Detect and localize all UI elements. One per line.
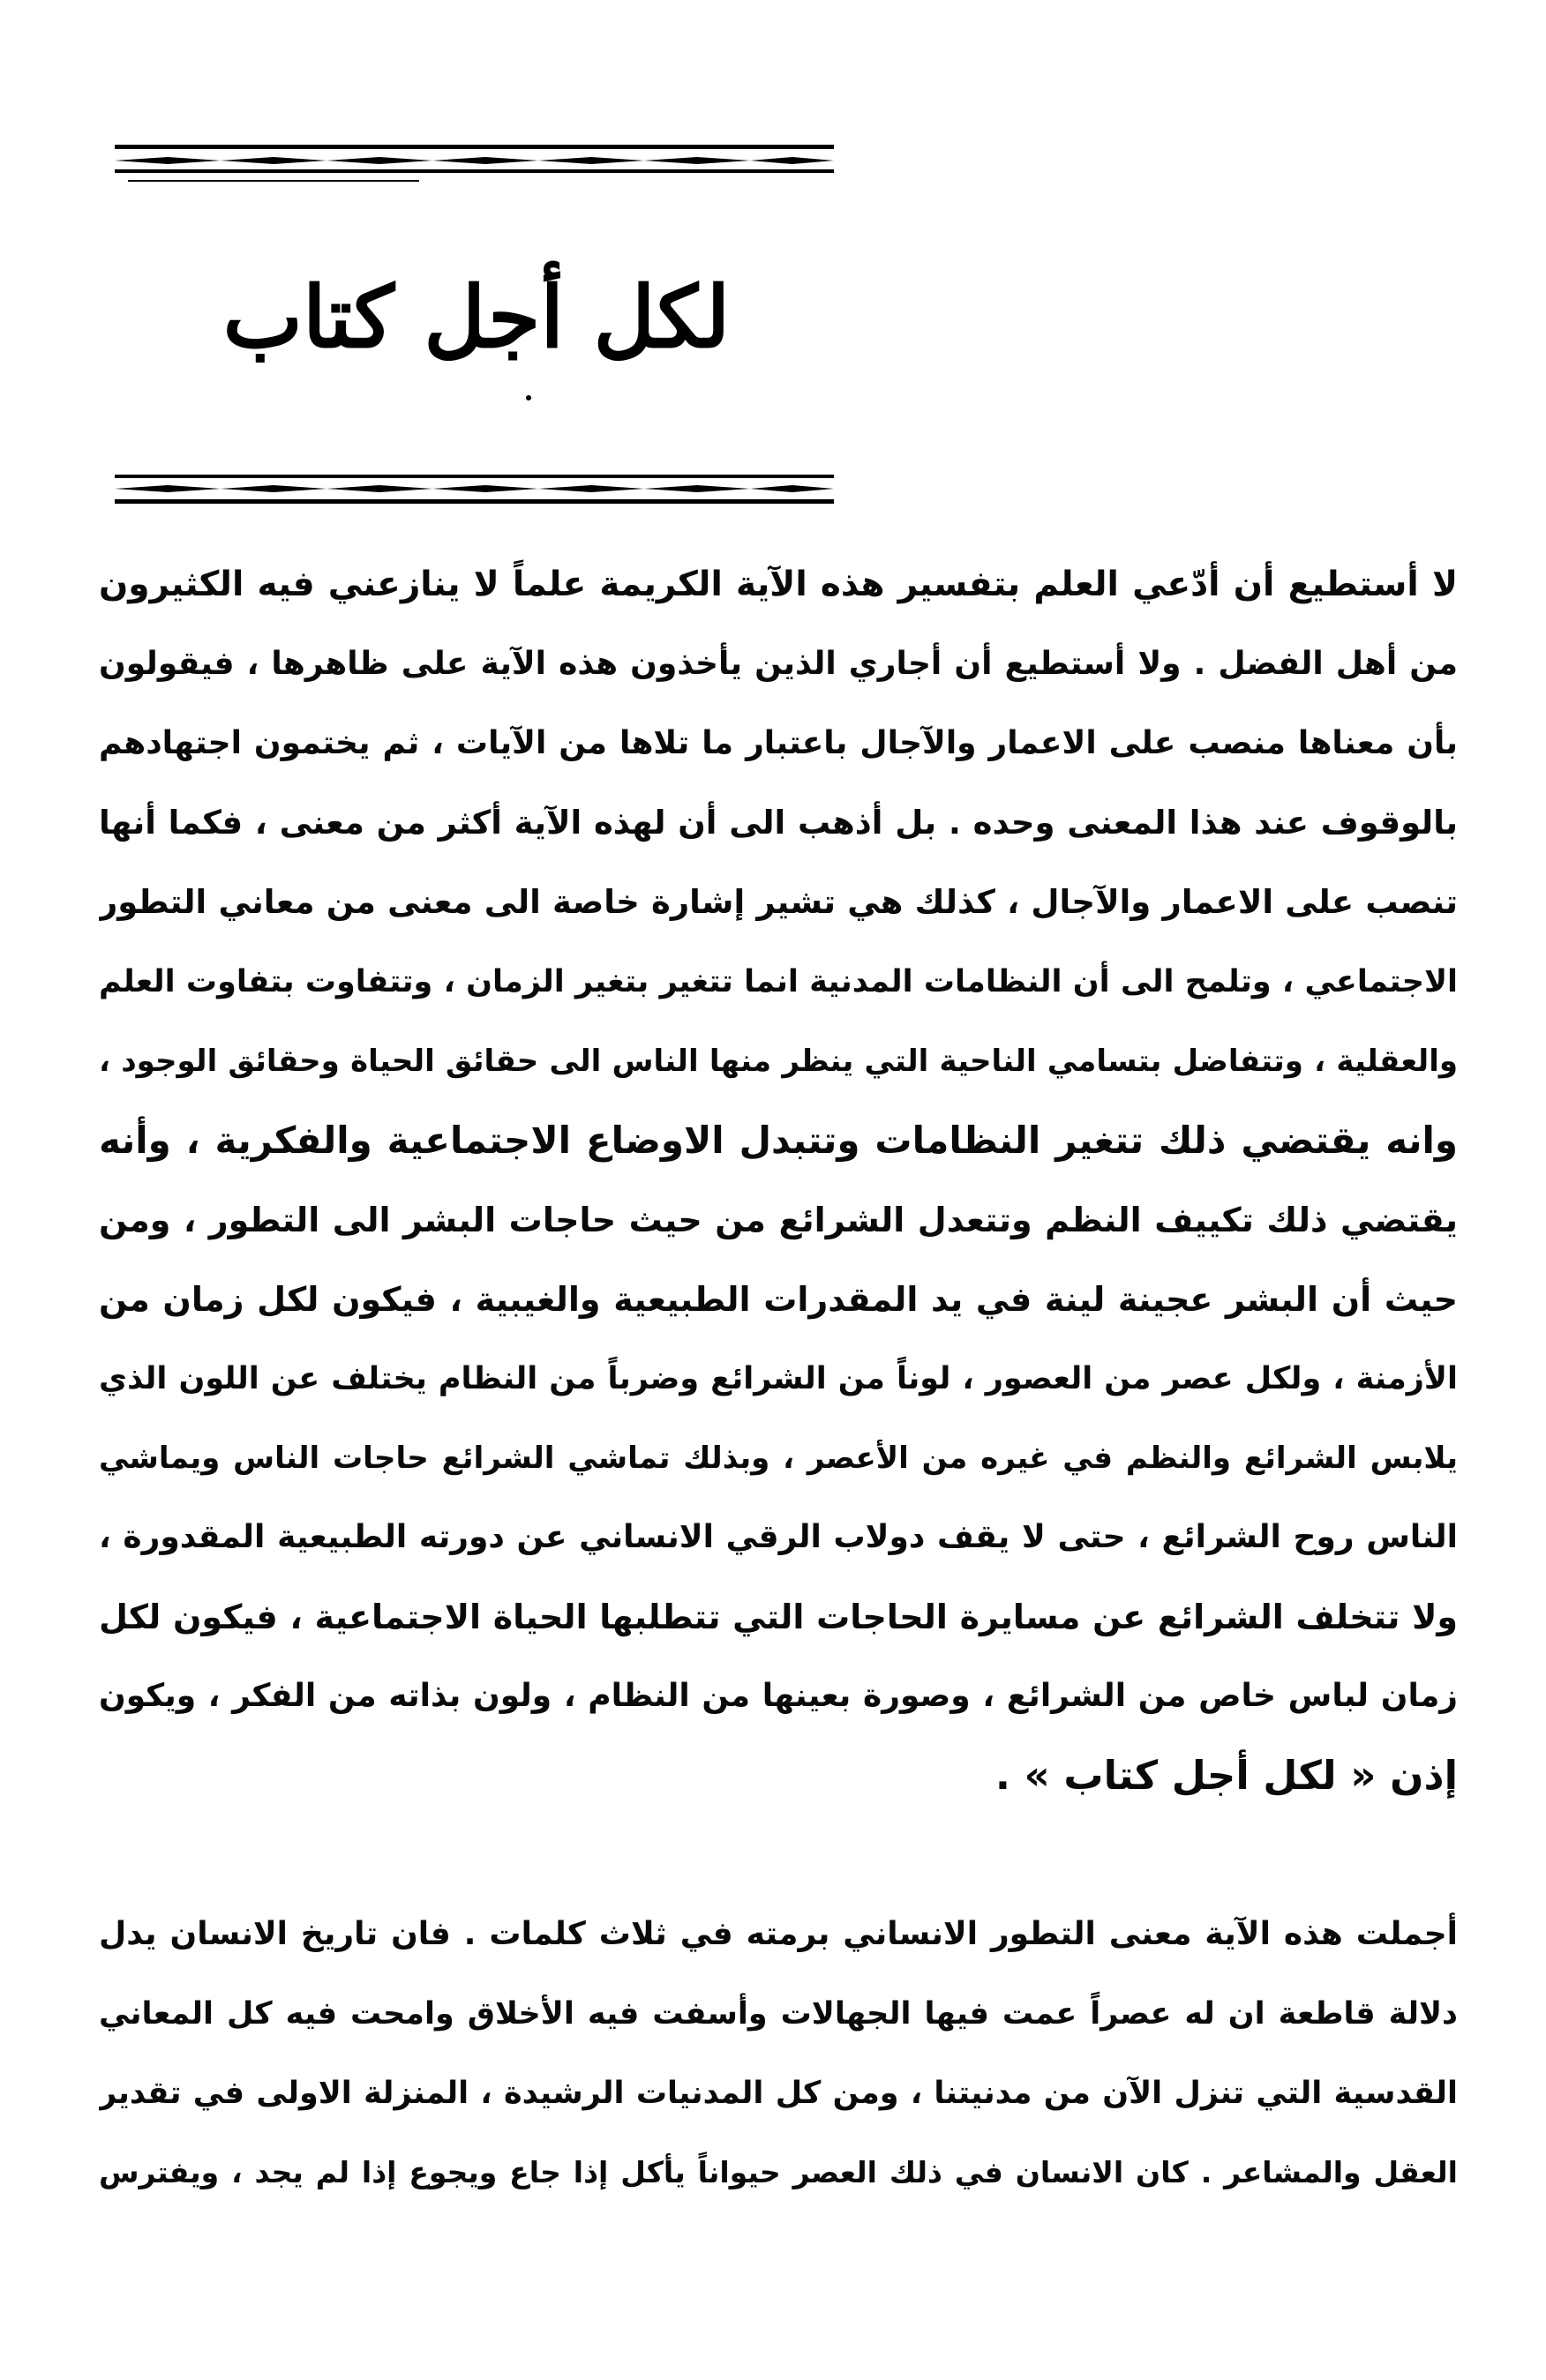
paragraph-line: دلالة قاطعة ان له عصراً عمت فيها الجهالات وأسفت فيه الأخلاق وامحت فيه كل المعاني [99, 1996, 1458, 2032]
top-ornamental-rule [115, 139, 834, 191]
paragraph-line: الأزمنة ، ولكل عصر من العصور ، لوناً من الشرائع وضرباً من النظام يختلف عن اللون الذي [99, 1361, 1458, 1396]
paragraph-line: القدسية التي تنزل الآن من مدنيتنا ، ومن كل المدنيات الرشيدة ، المنزلة الاولى في تقدير [99, 2076, 1458, 2111]
paragraph-2 [99, 1895, 1458, 2212]
title-dot-mark [526, 395, 531, 400]
paragraph-line: العقل والمشاعر . كان الانسان في ذلك العصر حيواناً يأكل إذا جاع ويجوع إذا لم يجد ، ويفترس [99, 2155, 1458, 2189]
paragraph-line: تنصب على الاعمار والآجال ، كذلك هي تشير إشارة خاصة الى معنى من معاني التطور [99, 883, 1458, 921]
paragraph-line: ولا تتخلف الشرائع عن مسايرة الحاجات التي تتطلبها الحياة الاجتماعية ، فيكون لكل [99, 1598, 1458, 1636]
paragraph-line: يلابس الشرائع والنظم في غيره من الأعصر ، وبذلك تماشي الشرائع حاجات الناس ويماشي [99, 1441, 1458, 1476]
paragraph-line: بأن معناها منصب على الاعمار والآجال باعتبار ما تلاها من الآيات ، ثم يختمون اجتهادهم [99, 725, 1458, 761]
page-title: لكل أجل كتاب [222, 267, 731, 367]
paragraph-line: الناس روح الشرائع ، حتى لا يقف دولاب الرقي الانساني عن دورته الطبيعية المقدورة ، [99, 1519, 1458, 1555]
paragraph-line: إذن « لكل أجل كتاب » . [994, 1752, 1458, 1799]
paragraph-line: من أهل الفضل . ولا أستطيع أن أجاري الذين يأخذون هذه الآية على ظاهرها ، فيقولون [99, 646, 1458, 682]
paragraph-line: بالوقوف عند هذا المعنى وحده . بل أذهب الى أن لهذه الآية أكثر من معنى ، فكما أنها [99, 804, 1458, 842]
paragraph-line: لا أستطيع أن أدّعي العلم بتفسير هذه الآية الكريمة علماً لا ينازعني فيه الكثيرون [99, 565, 1458, 604]
paragraph-line: يقتضي ذلك تكييف النظم وتتعدل الشرائع من حيث حاجات البشر الى التطور ، ومن [99, 1201, 1458, 1239]
paragraph-line: حيث أن البشر عجينة لينة في يد المقدرات الطبيعية والغيبية ، فيكون لكل زمان من [99, 1280, 1458, 1319]
paragraph-line: زمان لباس خاص من الشرائع ، وصورة بعينها من النظام ، ولون بذاته من الفكر ، ويكون [99, 1678, 1458, 1714]
bottom-ornamental-rule [115, 468, 834, 519]
paragraph-line: والعقلية ، وتتفاضل بتسامي الناحية التي ينظر منها الناس الى حقائق الحياة وحقائق الوجود ، [99, 1044, 1458, 1079]
paragraph-line: وانه يقتضي ذلك تتغير النظامات وتتبدل الاوضاع الاجتماعية والفكرية ، وأنه [99, 1119, 1458, 1162]
paragraph-1 [99, 545, 1458, 1815]
paragraph-line: أجملت هذه الآية معنى التطور الانساني برمته في ثلاث كلمات . فان تاريخ الانسان يدل [99, 1916, 1458, 1952]
paragraph-line: الاجتماعي ، وتلمح الى أن النظامات المدنية انما تتغير بتغير الزمان ، وتتفاوت بتفاوت العلم [99, 964, 1458, 999]
